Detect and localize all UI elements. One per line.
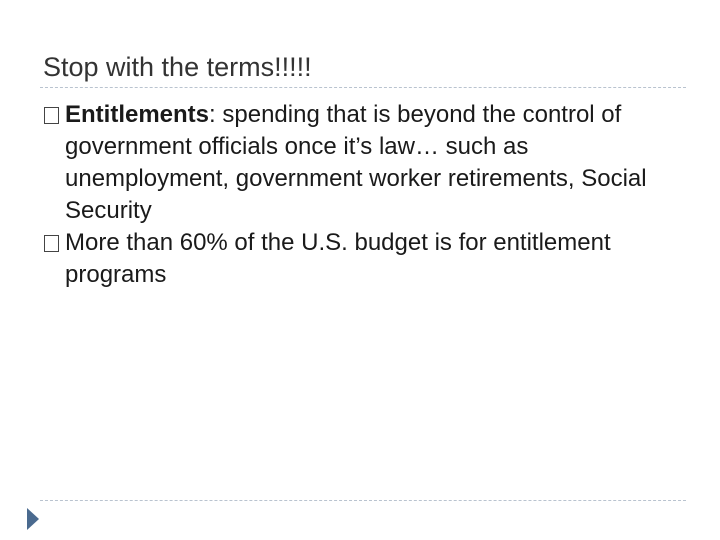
bullet-item — [44, 99, 684, 227]
bullet-text: More than 60% of the U.S. budget is for entitlement programs — [65, 229, 611, 288]
box-bullet-icon — [44, 107, 59, 124]
slide-body — [44, 99, 684, 291]
slide-title: Stop with the terms!!!!! — [43, 52, 312, 82]
title-divider — [40, 87, 686, 88]
bullet-text: : spending that is beyond the control of government officials once it’s law… such as unemployment, government worker retirements, Social Security — [65, 101, 647, 224]
footer-divider — [40, 500, 686, 501]
bullet-item — [44, 227, 684, 291]
play-triangle-icon[interactable] — [26, 507, 40, 531]
bullet-term: Entitlements — [65, 101, 210, 128]
box-bullet-icon — [44, 235, 59, 252]
